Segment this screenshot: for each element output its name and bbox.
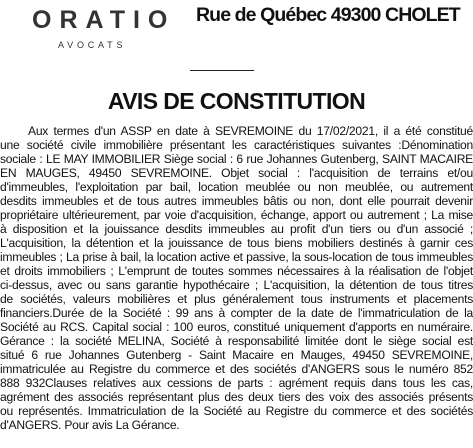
notice-line: d'immeubles, l'exploitation par bail, location meublée ou non meublée, ou autrement xyxy=(0,180,473,194)
notice-line: d'ANGERS. Pour avis La Gérance. xyxy=(0,418,180,432)
notice-line: propriétaire ultérieurement, par voie d'acquisition, échange, apport ou autrement ; La mise xyxy=(0,208,473,222)
firm-logo xyxy=(28,6,184,56)
notice-line: et droits immobiliers ; L'emprunt de toutes sommes nécessaires à la réalisation de l'objet xyxy=(0,264,473,278)
notice-body xyxy=(0,124,473,432)
notice-line: immatriculée au Registre du commerce et des sociétés d'ANGERS sous le numéro 852 xyxy=(0,362,473,376)
notice-line: immeubles ; La prise à bail, la location active et passive, la sous-location de tous immeubles xyxy=(0,250,473,264)
notice-line: situé 6 rue Johannes Gutenberg - Saint Macaire en Mauges, 49450 SEVREMOINE, xyxy=(0,348,473,362)
notice-line: L'acquisition, la détention et la jouissance de tous biens mobiliers destinés à garnir ces xyxy=(0,236,473,250)
notice-line: Aux termes d'un ASSP en date à SEVREMOINE du 17/02/2021, il a été constitué xyxy=(28,124,473,138)
logo-wordmark: ORATIO xyxy=(32,6,176,34)
notice-line: agrément des associés représentant plus des deux tiers des voix des associés présents xyxy=(0,390,473,404)
divider xyxy=(190,70,254,71)
notice-line: desdits immeubles et de tous autres immeubles bâtis ou non, dont elle pourrait devenir xyxy=(0,194,473,208)
notice-line: 888 932Clauses relatives aux cessions de parts : agrément requis dans tous les cas, xyxy=(0,376,473,390)
notice-line: de sociétés, valeurs mobilières et plus généralement tous instruments et placements xyxy=(0,292,473,306)
notice-title: AVIS DE CONSTITUTION xyxy=(107,88,366,114)
notice-line: une société civile immobilière présentant les caractéristiques suivantes :Dénomination xyxy=(0,138,473,152)
notice-line: sociale : LE MAY IMMOBILIER Siège social : 6 rue Johannes Gutenberg, SAINT MACAIRE xyxy=(0,152,473,166)
notice-line: Société au RCS. Capital social : 100 euros, constitué uniquement d'apports en numéraire. xyxy=(0,320,473,334)
notice-line: EN MAUGES, 49450 SEVREMOINE. Objet social : l'acquisition de terrains et/ou xyxy=(0,166,473,180)
notice-line: à disposition et la jouissance desdits immeubles au profit d'un tiers ou d'un associé ; xyxy=(0,222,473,236)
firm-address: Rue de Québec 49300 CHOLET xyxy=(196,4,460,26)
notice-line: ci-dessus, avec ou sans garantie hypothécaire ; L'acquisition, la détention de tous titres xyxy=(0,278,473,292)
notice-line: ou représentés. Immatriculation de la Société au Registre du commerce et des sociétés xyxy=(0,404,473,418)
logo-subtitle: AVOCATS xyxy=(58,40,127,50)
notice-line: Gérance : la société MELINA, Société à responsabilité limitée dont le siège social est xyxy=(0,334,473,348)
notice-line: financiers.Durée de la Société : 99 ans à compter de la date de l'immatriculation de la xyxy=(0,306,473,320)
